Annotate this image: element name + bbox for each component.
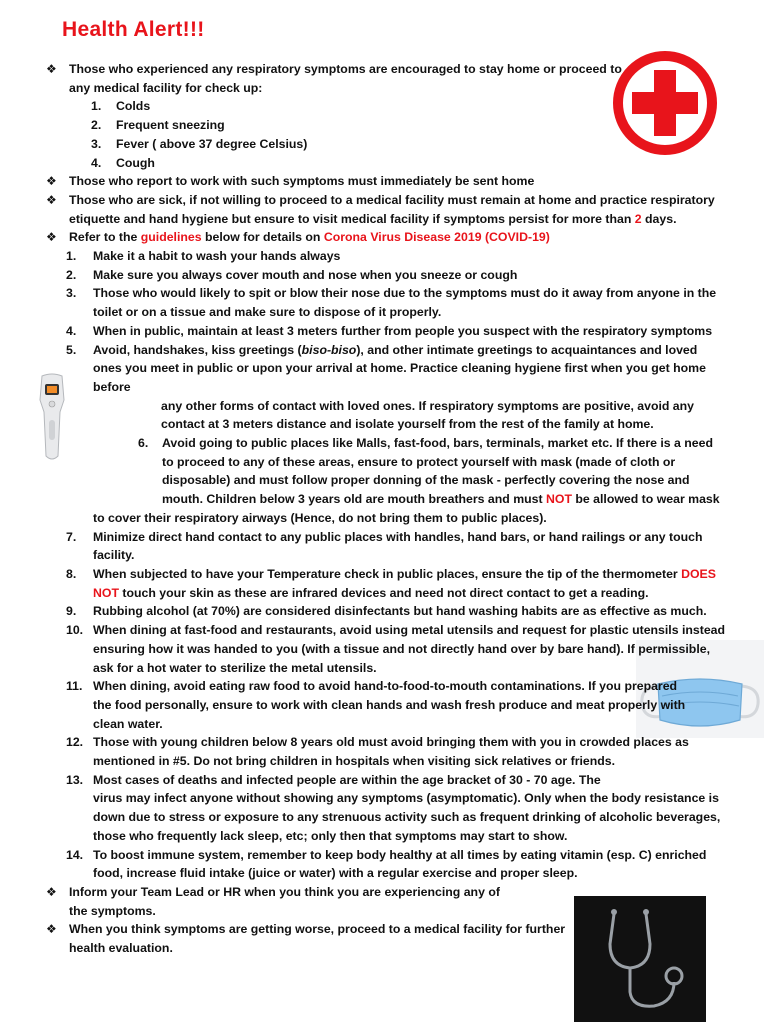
document-body [46, 60, 726, 958]
guideline-item: 7. Minimize direct hand contact to any public places with handles, hand bars, or hand railings or any touch facility. [66, 529, 703, 563]
guideline-continued: to cover their respiratory airways (Hence, do not bring them to public places). [93, 510, 547, 525]
guideline-item: 6. Avoid going to public places like Malls, fast-food, bars, terminals, market etc. If there is a need to proceed to any of these areas, ensure to protect yourself with mask (made of cloth or disposable) and must follow proper donning of the mask - perfectly covering the nose and mouth. Children below 3 years old are mouth breathers and must NOT be allowed to wear mask [138, 436, 720, 507]
guideline-item: 9. Rubbing alcohol (at 70%) are considered disinfectants but hand washing habits are as effective as much. [66, 604, 707, 619]
bullet-stay-home: ❖ Those who experienced any respiratory symptoms are encouraged to stay home or proceed to any medical facility for check up: [46, 62, 622, 95]
guideline-item: 8. When subjected to have your Temperature check in public places, ensure the tip of the thermometer DOES NOT touch your skin as these are infrared devices and need not direct contact to get a reading. [66, 566, 716, 600]
bullet-icon: ❖ [46, 884, 57, 899]
bullet-sent-home: ❖ Those who report to work with such symptoms must immediately be sent home [46, 172, 726, 191]
guideline-item: 14. To boost immune system, remember to keep body healthy at all times by eating vitamin (esp. C) enriched food, increase fluid intake (juice or water) with a regular exercise and proper sleep. [66, 847, 707, 881]
bullet-icon: ❖ [46, 230, 57, 245]
bullet-icon: ❖ [46, 922, 57, 937]
guideline-item: 4. When in public, maintain at least 3 meters further from people you suspect with the respiratory symptoms [66, 323, 713, 338]
guideline-item: 10. When dining at fast-food and restaurants, avoid using metal utensils and request for plastic utensils instead ensuring how it was handed to you (with a tissue and not directly hand over by bare hand). If permissible, ask for a hot water to sterilize the metal utensils. [66, 623, 726, 675]
symptom-item: 1. Colds [91, 99, 151, 114]
not-highlight: NOT [546, 492, 572, 507]
guideline-item: 1. Make it a habit to wash your hands always [66, 249, 341, 264]
symptom-item: 3. Fever ( above 37 degree Celsius) [91, 136, 308, 151]
guideline-item: 5. Avoid, handshakes, kiss greetings (biso-biso), and other intimate greetings to acquaintances and loved ones you meet in public or upon your arrival at home. Practice cleaning hygiene first when you get home before [66, 342, 706, 394]
guidelines-highlight: guidelines [140, 230, 202, 245]
symptom-item: 2. Frequent sneezing [91, 118, 225, 133]
bullet-seek-care: ❖ When you think symptoms are getting worse, proceed to a medical facility for further health evaluation. [46, 922, 566, 956]
guideline-item: 2. Make sure you always cover mouth and nose when you sneeze or cough [66, 267, 518, 282]
guideline-item: 12. Those with young children below 8 years old must avoid bringing them with you in crowded places as mentioned in #5. Do not bring children in hospitals when visiting sick relatives or friends. [66, 735, 689, 769]
bullet-icon: ❖ [46, 174, 57, 189]
guideline-continued: any other forms of contact with loved ones. If respiratory symptoms are positive, avoid any contact at 3 meters distance and isolate yourself from the rest of the family at home. [161, 398, 694, 432]
covid-highlight: Corona Virus Disease 2019 (COVID-19) [323, 230, 550, 245]
bullet-refer-guidelines: ❖ Refer to the guidelines below for details on Corona Virus Disease 2019 (COVID-19) [46, 228, 726, 247]
guideline-item: 11. When dining, avoid eating raw food to avoid hand-to-food-to-mouth contaminations. If you prepared the food personally, ensure to work with clean hands and wash fresh produce and meat properly with clean water. [66, 679, 686, 731]
bullet-remain-home: ❖ Those who are sick, if not willing to proceed to a medical facility must remain at home and practice respiratory etiquette and hand hygiene but ensure to visit medical facility if symptoms persist for more than 2 days. [46, 192, 715, 226]
does-not-highlight: DOES NOT [93, 566, 716, 600]
guideline-item: 3. Those who would likely to spit or blow their nose due to the symptoms must do it away from anyone in the toilet or on a tissue and make sure to dispose of it properly. [66, 286, 717, 320]
symptom-item: 4. Cough [91, 155, 155, 170]
bullet-icon: ❖ [46, 62, 57, 76]
guideline-item: 13. Most cases of deaths and infected people are within the age bracket of 30 - 70 age. The virus may infect anyone without showing any symptoms (asymptomatic). Only when the body resistance is down due to stress or exposure to any strenuous activity such as frequent drinking of alcoholic beverages, those who frequently lack sleep, etc; only then that symptoms may start to show. [66, 772, 721, 843]
bullet-icon: ❖ [46, 192, 57, 207]
page-title: Health Alert!!! [62, 18, 205, 41]
bullet-inform-lead: ❖ Inform your Team Lead or HR when you think you are experiencing any of the symptoms. [46, 884, 500, 918]
